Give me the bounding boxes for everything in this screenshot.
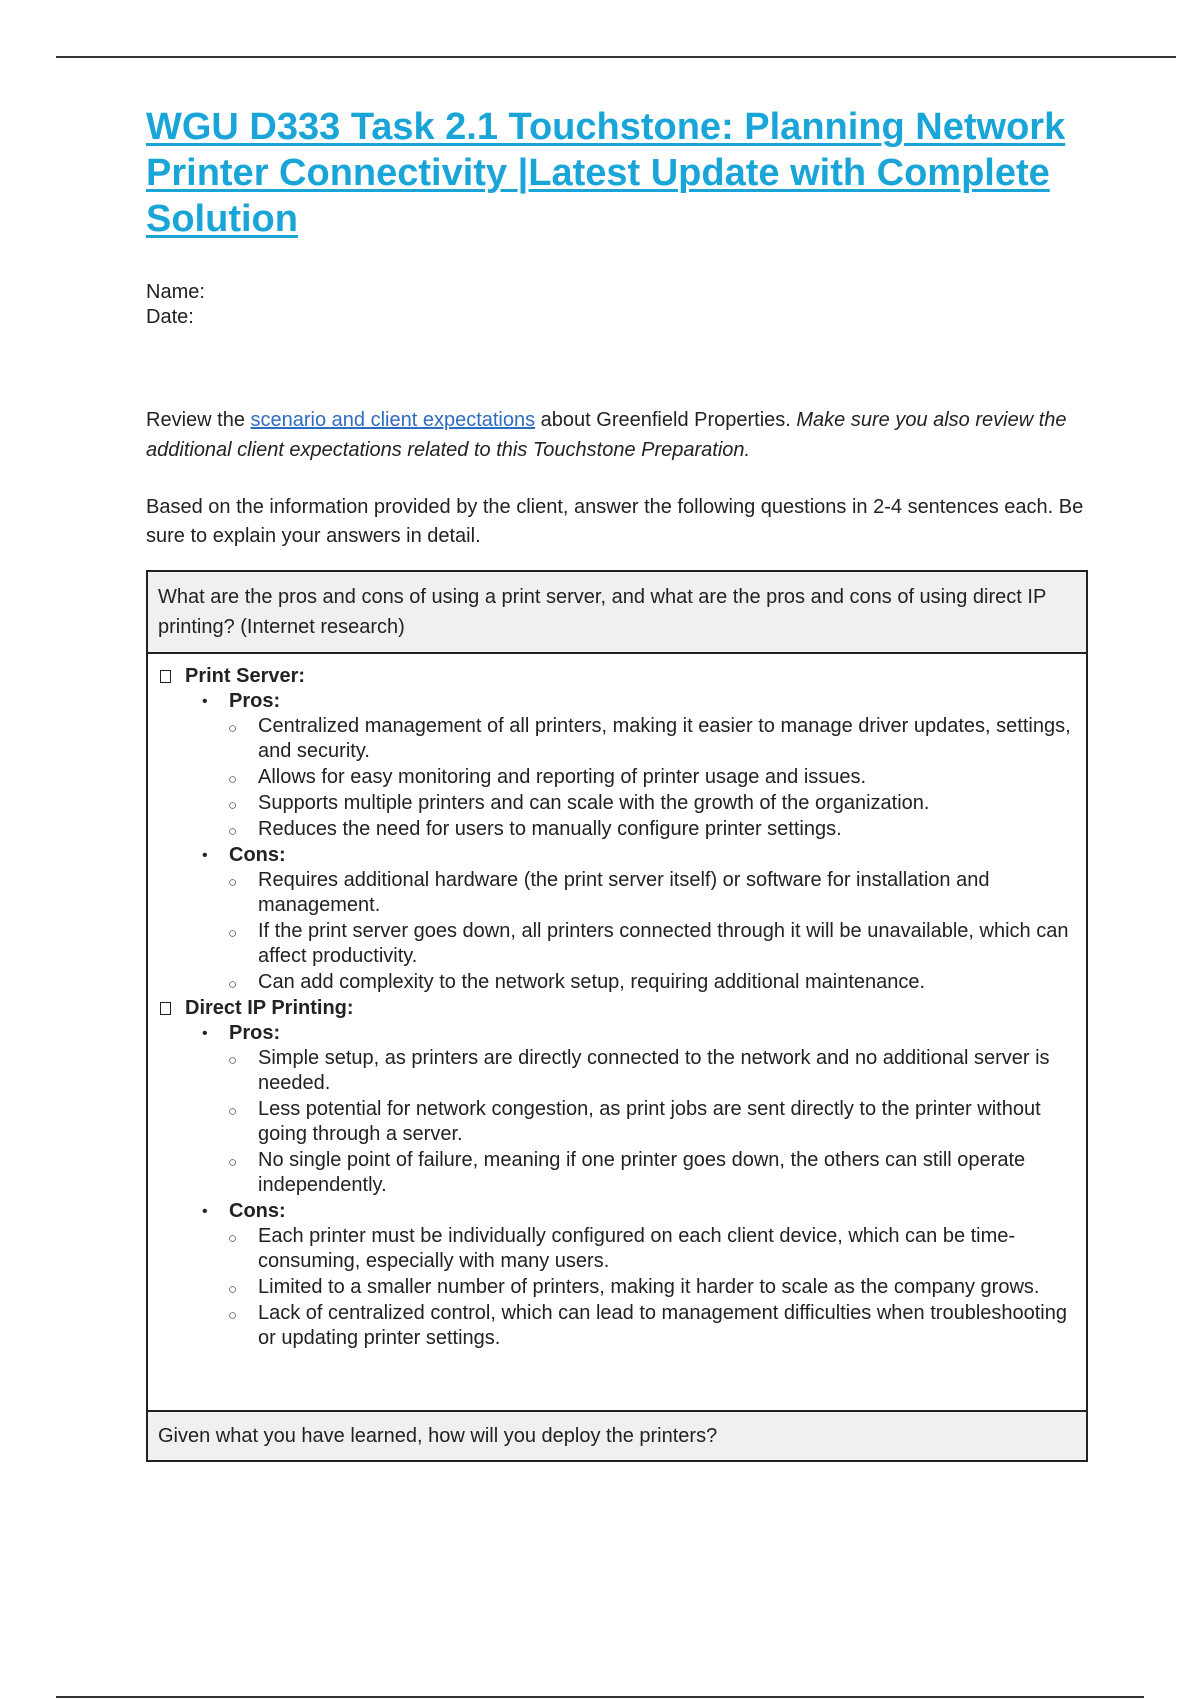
document-title: WGU D333 Task 2.1 Touchstone: Planning Network Printer Connectivity |Latest Update with Complete Solution	[146, 106, 1066, 240]
checkbox-square-icon	[160, 1002, 171, 1015]
direct-ip-cons-list	[185, 1224, 1076, 1351]
name-date-block	[146, 280, 1126, 330]
print-server-cons	[202, 843, 1076, 868]
direct-ip-section	[158, 996, 1076, 1351]
print-server-pros	[202, 689, 1076, 714]
list-item: ○ If the print server goes down, all printers connected through it will be unavailable, which can affect productivity.	[228, 920, 1069, 967]
bullet-icon: •	[202, 847, 208, 864]
circle-bullet-icon: ○	[228, 1154, 238, 1171]
intro-paragraph	[146, 405, 1106, 465]
list-item: ○ Allows for easy monitoring and reporting of printer usage and issues.	[258, 765, 1076, 790]
circle-bullet-icon: ○	[228, 925, 238, 942]
circle-bullet-icon: ○	[228, 1103, 238, 1120]
list-item: ○ Can add complexity to the network setup, requiring additional maintenance.	[258, 970, 1076, 995]
circle-bullet-icon: ○	[228, 823, 238, 840]
list-item: ○ Supports multiple printers and can scale with the growth of the organization.	[258, 791, 1076, 816]
document-body	[146, 104, 1126, 551]
answer-cell	[148, 654, 1086, 1410]
print-server-cons-list	[185, 868, 1076, 995]
direct-ip-heading: Direct IP Printing:	[185, 997, 354, 1019]
bullet-icon: •	[202, 693, 208, 710]
intro-prefix: Review the	[146, 409, 251, 431]
question-table	[146, 570, 1088, 1462]
circle-bullet-icon: ○	[228, 1281, 238, 1298]
date-label: Date:	[146, 306, 194, 328]
bottom-rule	[56, 1696, 1144, 1698]
print-server-groups	[185, 689, 1076, 714]
bullet-icon: •	[202, 1203, 208, 1220]
pros-label: Pros:	[229, 1022, 281, 1044]
cons-label: Cons:	[229, 1200, 286, 1222]
name-label: Name:	[146, 281, 205, 303]
question-1-cell: What are the pros and cons of using a print server, and what are the pros and cons of using direct IP printing? (Internet research)	[148, 572, 1086, 654]
print-server-section	[158, 664, 1076, 995]
pros-label: Pros:	[229, 690, 281, 712]
print-server-pros-list	[185, 714, 1076, 842]
cons-label: Cons:	[229, 844, 286, 866]
list-item: ○ Lack of centralized control, which can lead to management difficulties when troubleshooting or updating printer settings.	[228, 1302, 1067, 1349]
circle-bullet-icon: ○	[228, 1052, 238, 1069]
print-server-heading: Print Server:	[185, 665, 306, 687]
intro-middle: about Greenfield Properties.	[535, 409, 797, 431]
circle-bullet-icon: ○	[228, 1307, 238, 1324]
list-item: ○ Centralized management of all printers, making it easier to manage driver updates, settings, and security.	[228, 715, 1071, 762]
top-rule	[56, 56, 1176, 58]
intro-italic-note: Make sure you also review the additional client expectations related to this Touchstone Preparation.	[146, 409, 1067, 461]
circle-bullet-icon: ○	[228, 797, 238, 814]
bullet-icon: •	[202, 1025, 208, 1042]
list-item: ○ Reduces the need for users to manually configure printer settings.	[258, 817, 1076, 842]
answer-list	[158, 664, 1076, 1351]
circle-bullet-icon: ○	[228, 874, 238, 891]
checkbox-square-icon	[160, 670, 171, 683]
direct-ip-pros	[202, 1021, 1076, 1046]
circle-bullet-icon: ○	[228, 771, 238, 788]
direct-ip-pros-list	[185, 1046, 1076, 1198]
scenario-link[interactable]: scenario and client expectations	[250, 409, 536, 431]
circle-bullet-icon: ○	[228, 1230, 238, 1247]
circle-bullet-icon: ○	[228, 720, 238, 737]
direct-ip-cons	[202, 1199, 1076, 1224]
list-item: ○ Requires additional hardware (the print server itself) or software for installation and management.	[228, 869, 990, 916]
direct-ip-cons-group	[185, 1199, 1076, 1224]
print-server-cons-group	[185, 843, 1076, 868]
list-item: ○ Limited to a smaller number of printers, making it harder to scale as the company grows.	[258, 1275, 1076, 1300]
list-item: ○ Less potential for network congestion, as print jobs are sent directly to the printer without going through a server.	[228, 1098, 1041, 1145]
direct-ip-groups	[185, 1021, 1076, 1046]
instructions-paragraph: Based on the information provided by the client, answer the following questions in 2-4 sentences each. Be sure to explain your answers in detail.	[146, 496, 1084, 547]
circle-bullet-icon: ○	[228, 976, 238, 993]
list-item: ○ Simple setup, as printers are directly connected to the network and no additional server is needed.	[228, 1047, 1050, 1094]
list-item: ○ Each printer must be individually configured on each client device, which can be time-consuming, especially with many users.	[228, 1225, 1016, 1272]
list-item: ○ No single point of failure, meaning if one printer goes down, the others can still operate independently.	[228, 1149, 1026, 1196]
question-2-cell: Given what you have learned, how will you deploy the printers?	[148, 1410, 1086, 1460]
